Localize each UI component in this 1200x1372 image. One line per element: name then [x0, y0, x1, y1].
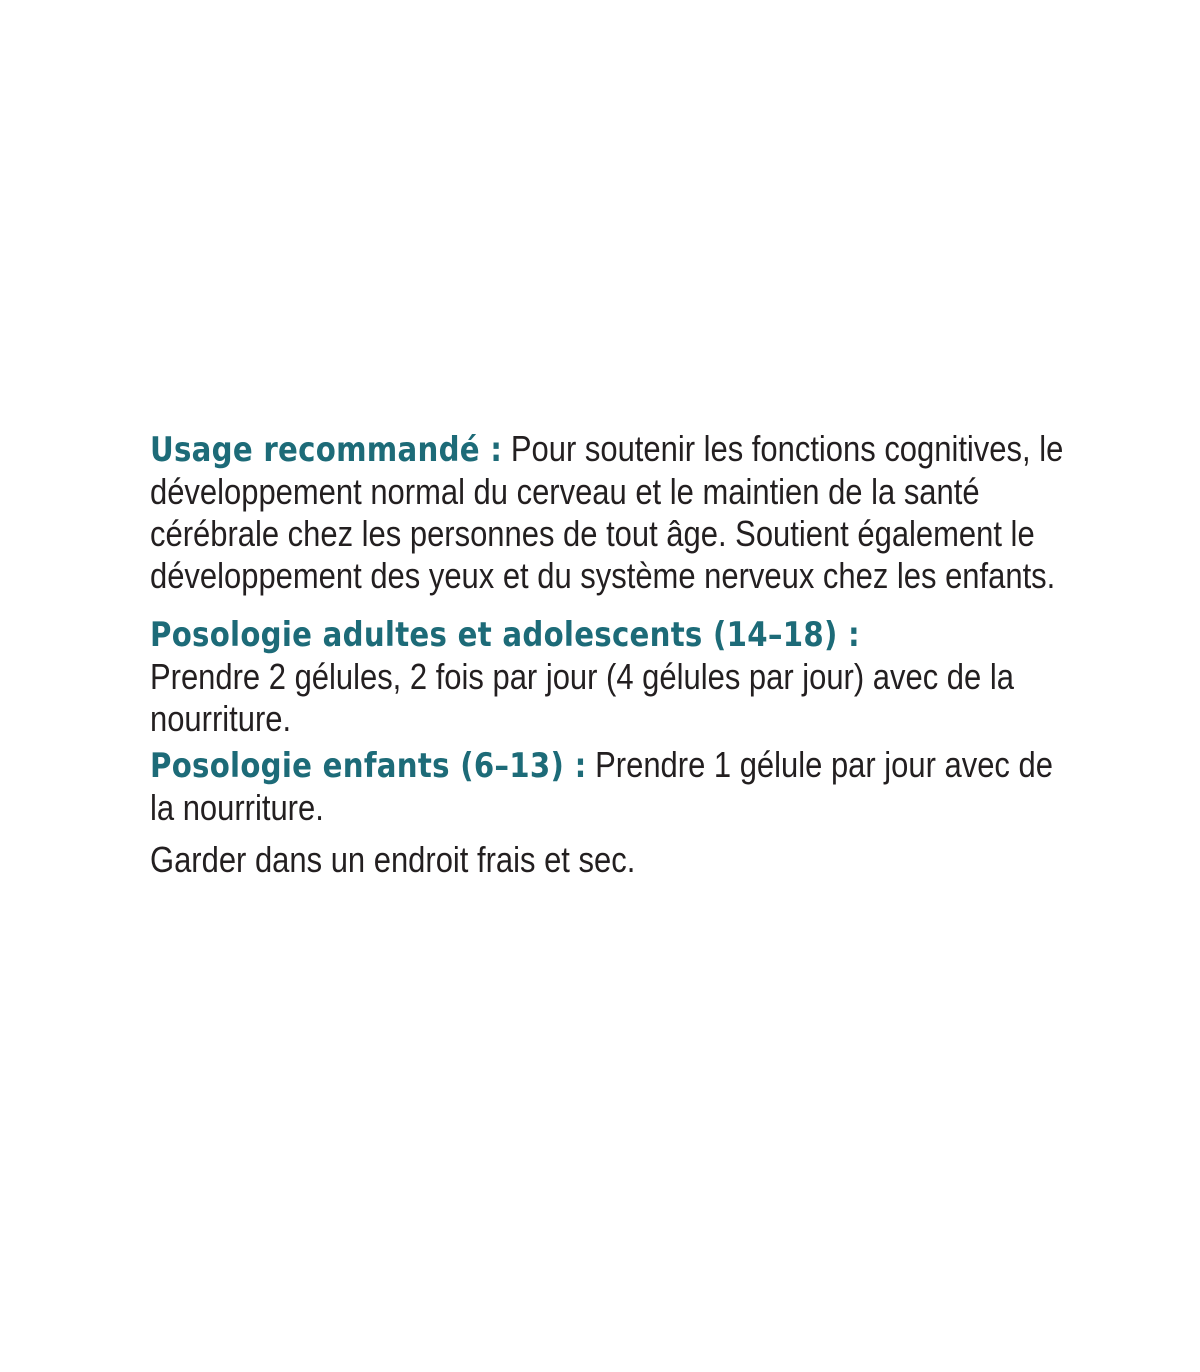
storage-note [150, 839, 1070, 881]
storage-note-text: Garder dans un endroit frais et sec. [150, 839, 636, 880]
adult-dosage-text: Prendre 2 gélules, 2 fois par jour (4 gélules par jour) avec de la nourriture. [150, 656, 1014, 739]
child-dosage-text: Prendre 1 gélule par jour avec de la nourriture. [150, 744, 1053, 828]
child-dosage-label: Posologie enfants (6–13) : [150, 746, 587, 786]
adult-dosage-label: Posologie adultes et adolescents (14–18) : [150, 615, 860, 655]
product-instructions [150, 428, 1070, 881]
usage-label: Usage recommandé : [150, 430, 503, 470]
usage-text: Pour soutenir les fonctions cognitives, le développement normal du cerveau et le maintien de la santé cérébrale chez les personnes de tout âge. Soutient également le développement des yeux et du système nerveux chez les enfants. [150, 428, 1064, 596]
adult-dosage-section [150, 613, 1070, 740]
child-dosage-section [150, 744, 1070, 829]
usage-section [150, 428, 1070, 597]
